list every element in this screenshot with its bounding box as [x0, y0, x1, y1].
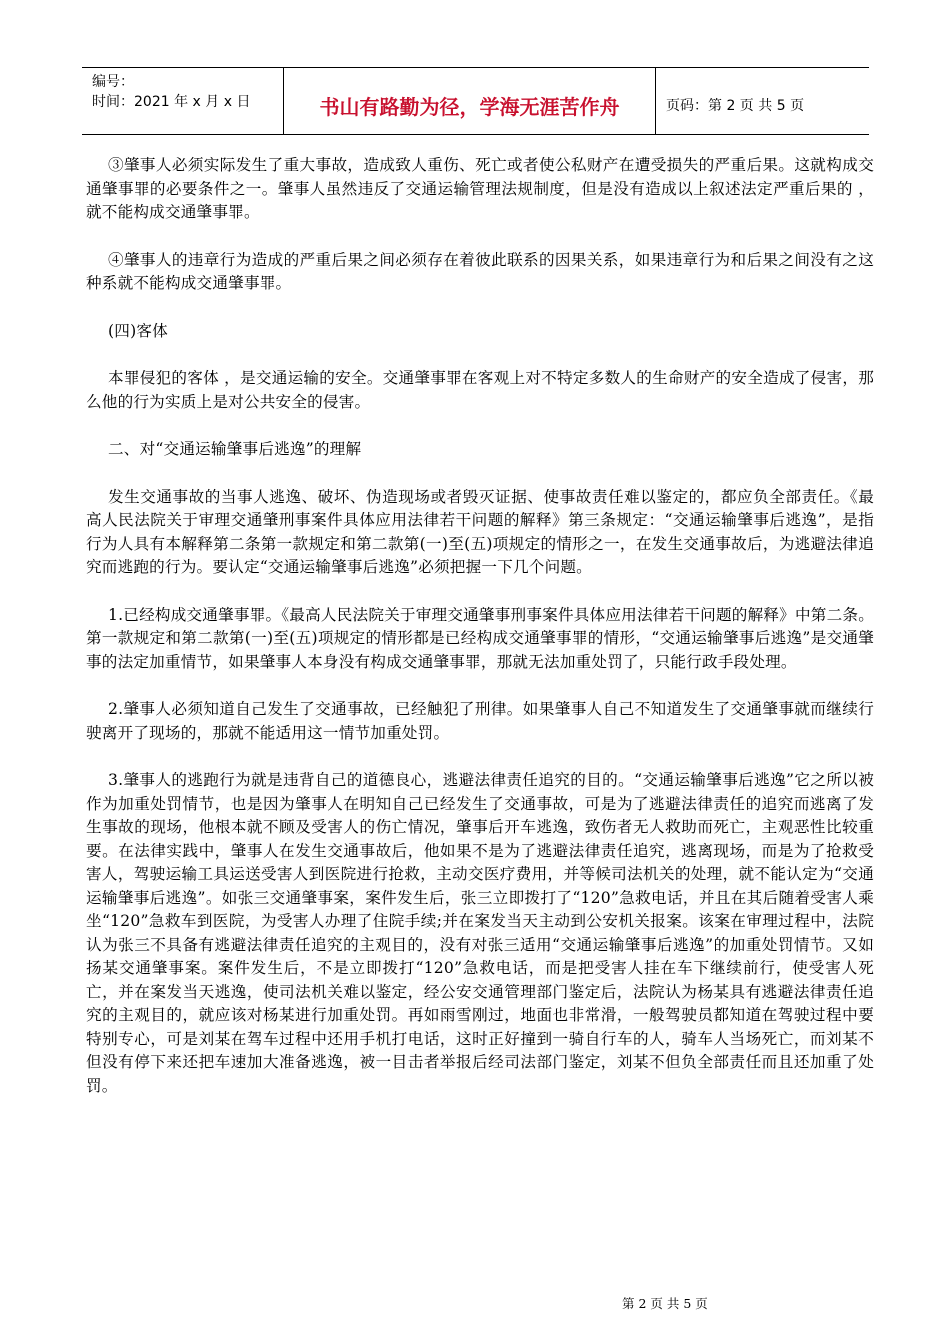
document-number: 编号： — [92, 74, 134, 90]
page-footer: 第 2 页 共 5 页 — [622, 1296, 708, 1311]
section-heading-escape: 二、对“交通运输肇事后逃逸”的理解 — [108, 440, 362, 458]
paragraph-1: ③肇事人必须实际发生了重大事故，造成致人重伤、死亡或者使公私财产在遭受损失的严重后果。这就构成交通肇事罪的必要条件之一。肇事人虽然违反了交通运输管理法规制度，但是没有造成以上叙述法定严重后果的 ，就不能构成交通肇事罪。 — [86, 156, 874, 221]
section-heading-object: (四)客体 — [108, 321, 168, 340]
document-date: 时间：2021 年 x 月 x 日 — [92, 94, 251, 110]
paragraph-4: 发生交通事故的当事人逃逸、破坏、伪造现场或者毁灭证据、使事故责任难以鉴定的，都应负全部责任。《最高人民法院关于审理交通肇刑事案件具体应用法律若干问题的解释》第三条规定：“交通运输肇事后逃逸”，是指行为人具有本解释第二条第一款规定和第二款第(一)至(五)项规定的情形之一，在发生交通事故后，为逃避法律追究而逃跑的行为。要认定“交通运输肇事后逃逸”必须把握一下几个问题。 — [86, 487, 874, 576]
header-meta — [82, 68, 284, 134]
paragraph-3: 本罪侵犯的客体 ，是交通运输的安全。交通肇事罪在客观上对不特定多数人的生命财产的安全造成了侵害，那么他的行为实质上是对公共安全的侵害。 — [86, 369, 874, 411]
paragraph-6: 2.肇事人必须知道自己发生了交通事故，已经触犯了刑律。如果肇事人自己不知道发生了交通肇事就而继续行驶离开了现场的，那就不能适用这一情节加重处罚。 — [86, 700, 874, 742]
document-body — [86, 154, 874, 1122]
header-page-info: 页码：第 2 页 共 5 页 — [666, 98, 805, 114]
header-motto: 书山有路勤为径，学海无涯苦作舟 — [284, 68, 656, 134]
paragraph-7: 3.肇事人的逃跑行为就是违背自己的道德良心，逃避法律责任追究的目的。“交通运输肇事后逃逸”它之所以被作为加重处罚情节，也是因为肇事人在明知自己已经发生了交通事故，可是为了逃避法律责任的追究而逃离了发生事故的现场，他根本就不顾及受害人的伤亡情况，肇事后开车逃逸，致伤者无人救助而死亡，主观恶性比较重要。在法律实践中，肇事人在发生交通事故后，他如果不是为了逃避法律责任追究，逃离现场，而是为了抢救受害人，驾驶运输工具运送受害人到医院进行抢救，主动交医疗费用，并等候司法机关的处理，就不能认定为“交通运输肇事后逃逸”。如张三交通肇事案，案件发生后，张三立即拨打了“120”急救电话，并且在其后随着受害人乘坐“120”急救车到医院，为受害人办理了住院手续;并在案发当天主动到公安机关报案。该案在审理过程中，法院认为张三不具备有逃避法律责任追究的主观目的，没有对张三适用“交通运输肇事后逃逸”的加重处罚情节。又如扬某交通肇事案。案件发生后，不是立即拨打“120”急救电话，而是把受害人挂在车下继续前行，使受害人死亡，并在案发当天逃逸，使司法机关难以鉴定，经公安交通管理部门鉴定后，法院认为杨某具有逃避法律责任追究的主观目的，就应该对杨某进行加重处罚。再如雨雪刚过，地面也非常滑，一般驾驶员都知道在驾驶过程中要特别专心，可是刘某在驾车过程中还用手机打电话，这时正好撞到一骑自行车的人，骑车人当场死亡，而刘某不但没有停下来还把车速加大准备逃逸，被一目击者举报后经司法部门鉴定，刘某不但负全部责任而且还加重了处罚。 — [86, 771, 874, 1095]
paragraph-5: 1.已经构成交通肇事罪。《最高人民法院关于审理交通肇事刑事案件具体应用法律若干问题的解释》中第二条。第一款规定和第二款第(一)至(五)项规定的情形都是已经构成交通肇事罪的情形，“交通运输肇事后逃逸”是交通肇事的法定加重情节，如果肇事人本身没有构成交通肇事罪，那就无法加重处罚了，只能行政手段处理。 — [86, 605, 874, 671]
page-header — [82, 67, 869, 135]
paragraph-2: ④肇事人的违章行为造成的严重后果之间必须存在着彼此联系的因果关系，如果违章行为和后果之间没有之这种系就不能构成交通肇事罪。 — [86, 250, 874, 292]
